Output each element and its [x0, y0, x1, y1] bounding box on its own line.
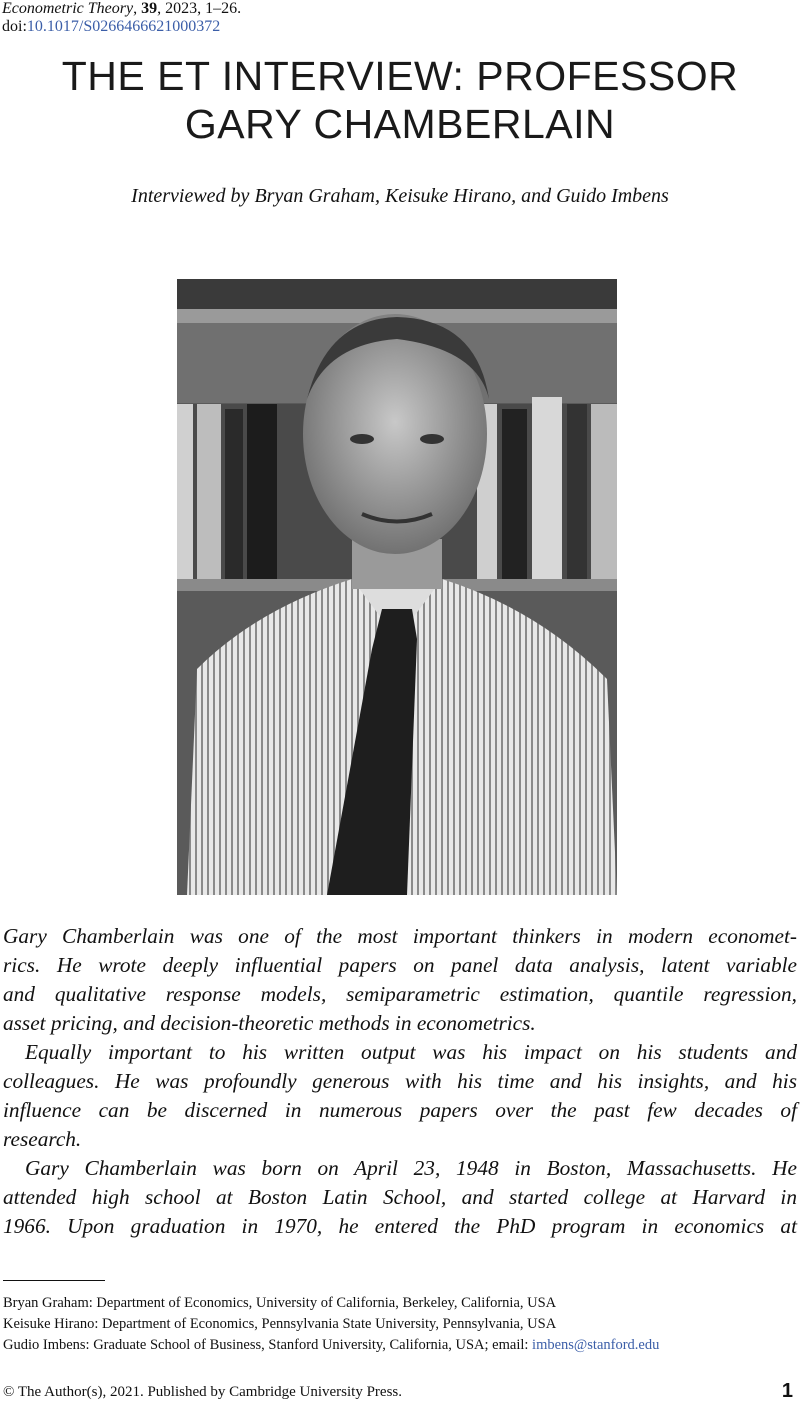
text-line: Gary Chamberlain was born on April 23, 1948 in Boston, Massachusetts. He — [25, 1156, 797, 1180]
title-line: THE ET INTERVIEW: PROFESSOR — [61, 53, 739, 99]
affiliation: Keisuke Hirano: Department of Economics, Pennsylvania State University, Pennsylvania, USA — [3, 1316, 557, 1332]
journal-header: Econometric Theory, 39, 2023, 1–26. doi:10.1017/S0266466621000372 — [2, 0, 242, 35]
footnote-divider — [3, 1280, 105, 1281]
text-line: and qualitative response models, semiparametric estimation, quantile regression, — [3, 982, 797, 1006]
affiliation-text: Gudio Imbens: Graduate School of Business, Stanford University, California, USA; email: — [3, 1337, 533, 1353]
article-body — [3, 922, 797, 1241]
portrait-photo — [177, 279, 617, 895]
journal-name: Econometric Theory — [2, 0, 134, 17]
text-line: research. — [3, 1127, 82, 1151]
text-line: attended high school at Boston Latin School, and started college at Harvard in — [3, 1185, 797, 1209]
affiliation: Bryan Graham: Department of Economics, University of California, Berkeley, California, USA — [3, 1295, 557, 1311]
page-number: 1 — [781, 1380, 793, 1402]
page-title — [0, 52, 800, 148]
paragraph — [3, 1038, 797, 1154]
paragraph — [3, 1154, 797, 1241]
text-line: influence can be discerned in numerous papers over the past few decades of — [3, 1098, 797, 1122]
doi-link[interactable]: 10.1017/S0266466621000372 — [26, 18, 221, 35]
affiliation — [3, 1335, 659, 1356]
affiliations — [3, 1293, 659, 1356]
volume: 39 — [141, 0, 158, 17]
doi-label: doi: — [2, 18, 27, 35]
copyright: © The Author(s), 2021. Published by Cambridge University Press. — [3, 1384, 403, 1400]
year-pages: , 2023, 1–26. — [157, 0, 242, 17]
paragraph — [3, 922, 797, 1038]
text-line: asset pricing, and decision-theoretic methods in econometrics. — [3, 1011, 536, 1035]
text-line: rics. He wrote deeply influential papers on panel data analysis, latent variable — [3, 953, 797, 977]
text-line: Gary Chamberlain was one of the most important thinkers in modern economet- — [3, 924, 797, 948]
text-line: Equally important to his written output was his impact on his students and — [25, 1040, 797, 1064]
email-link[interactable]: imbens@stanford.edu — [532, 1337, 660, 1353]
text-line: 1966. Upon graduation in 1970, he entered the PhD program in economics at — [3, 1214, 797, 1238]
interviewers: Interviewed by Bryan Graham, Keisuke Hirano, and Guido Imbens — [131, 185, 669, 207]
title-line: GARY CHAMBERLAIN — [184, 101, 616, 147]
text-line: colleagues. He was profoundly generous with his time and his insights, and his — [3, 1069, 797, 1093]
